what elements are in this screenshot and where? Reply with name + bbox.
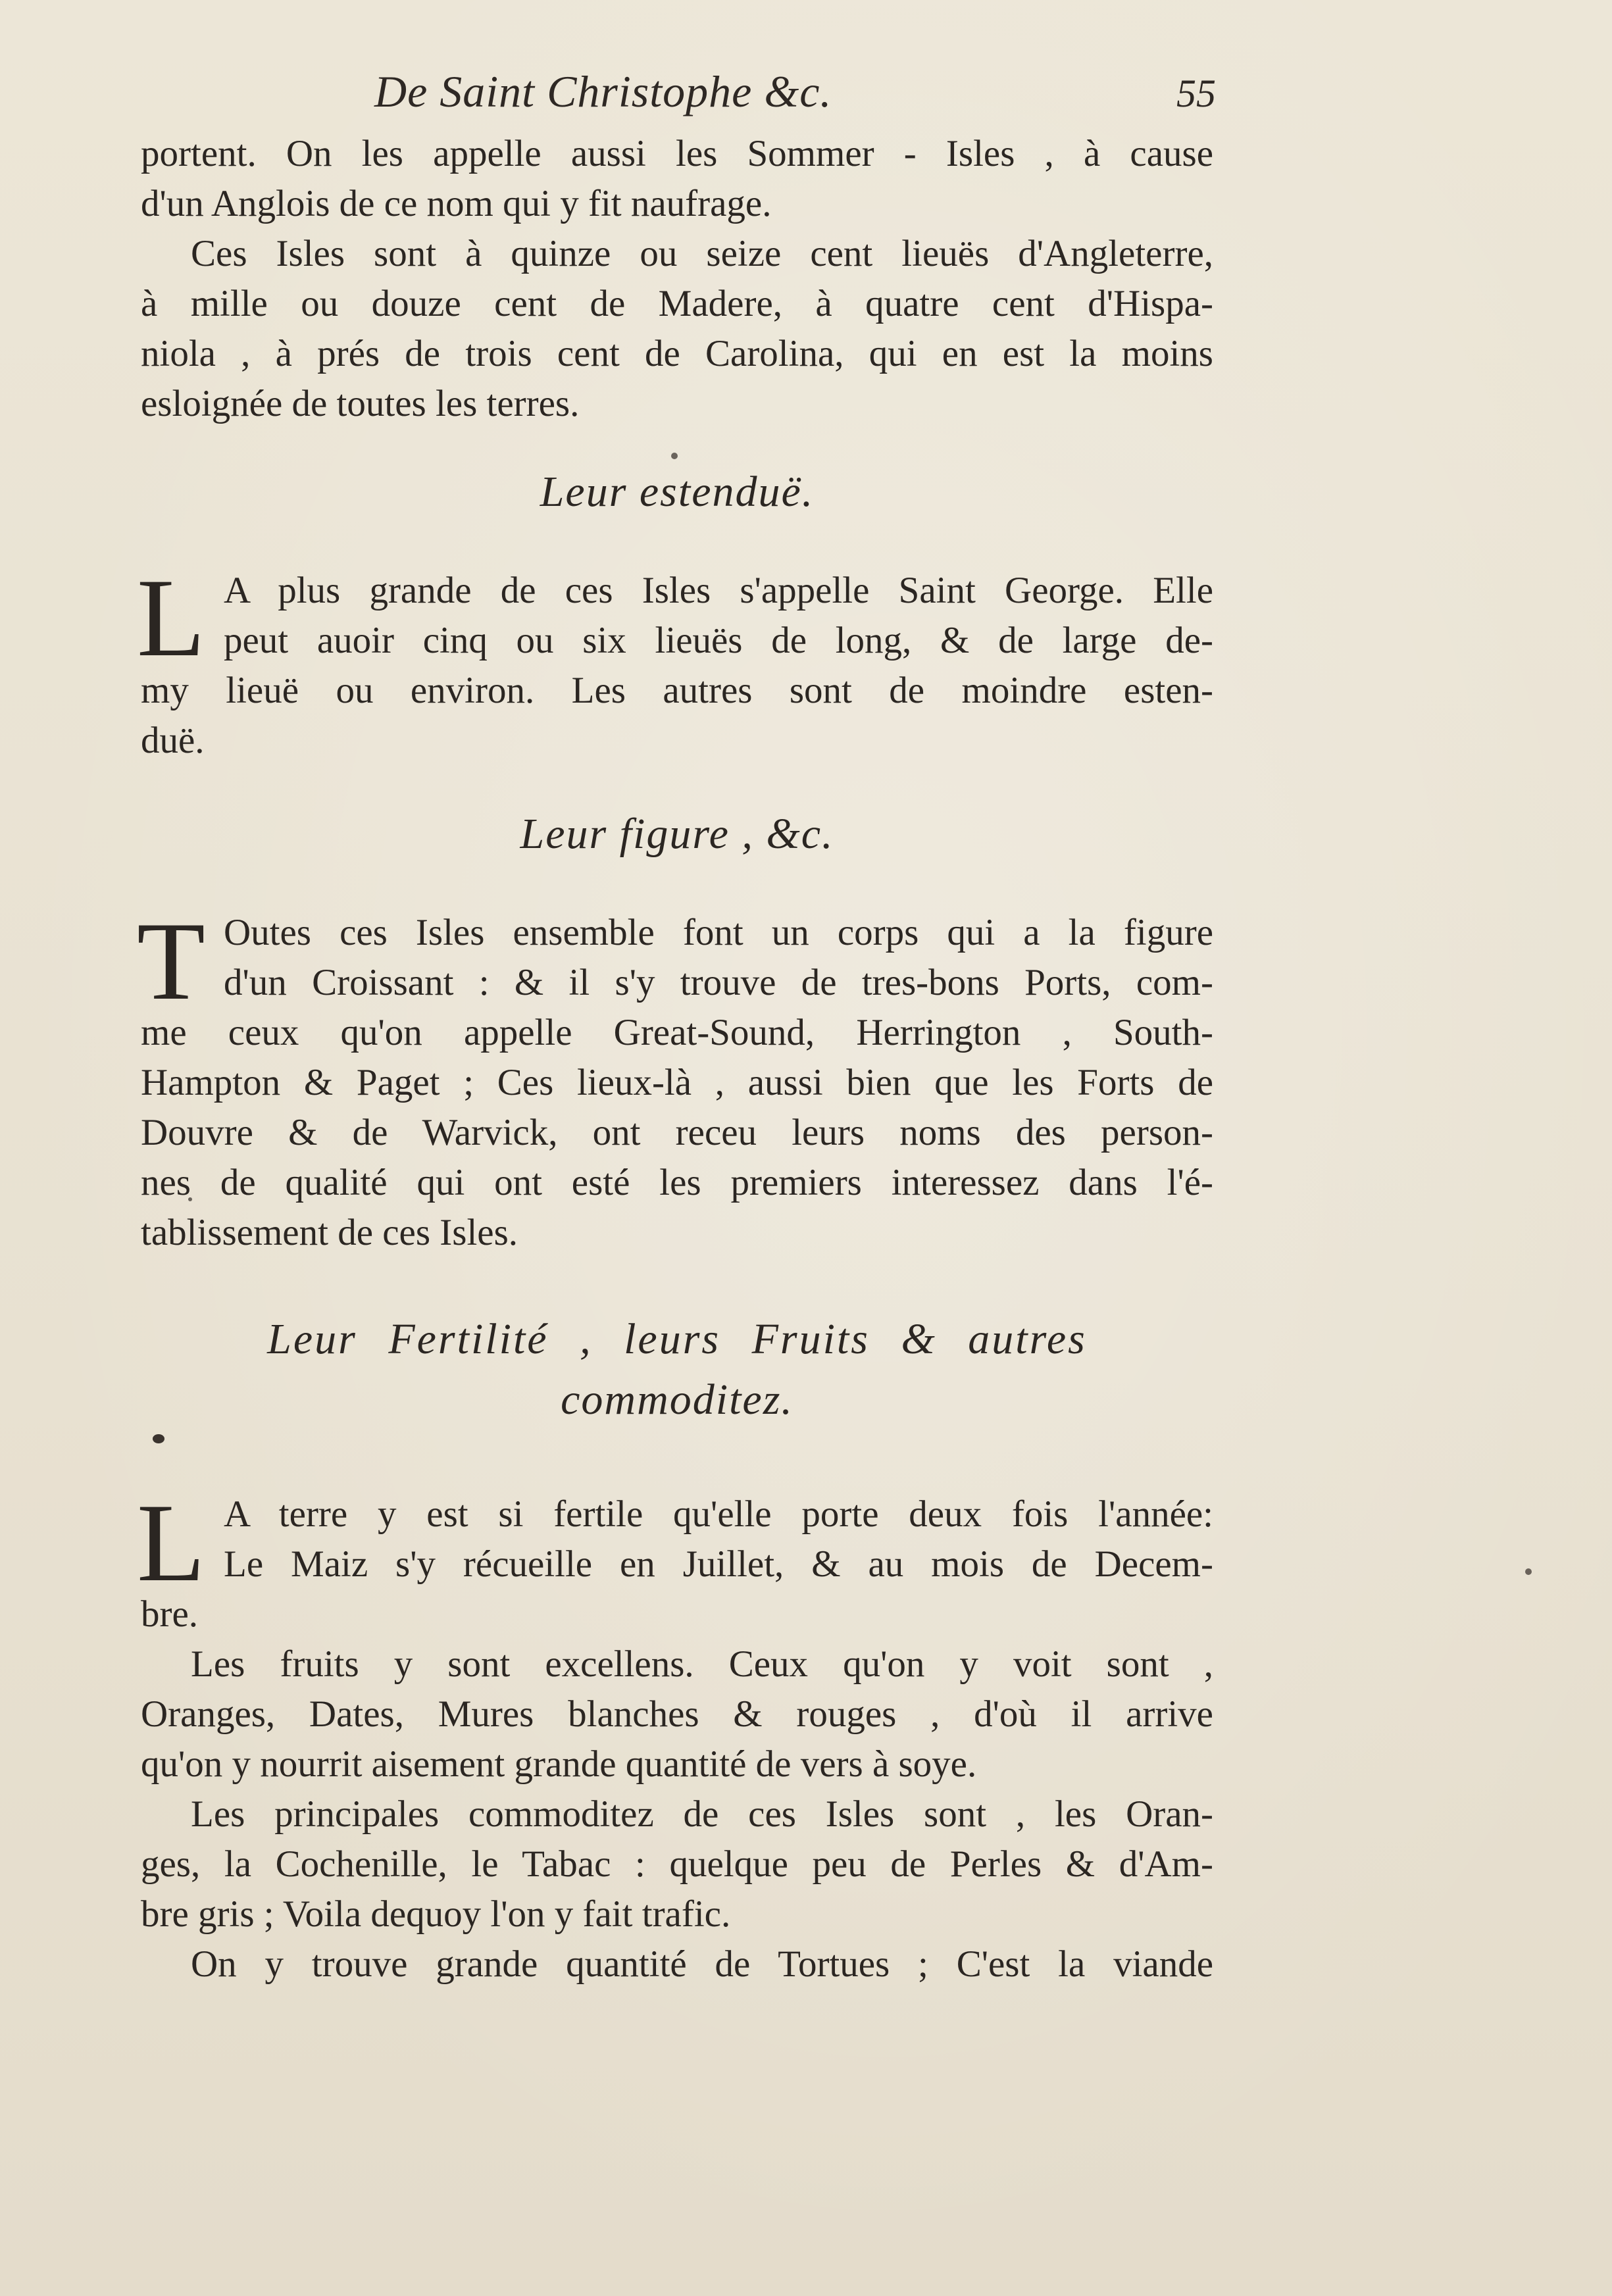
text-line: Les principales commoditez de ces Isles sont , les Oran-: [191, 1793, 1213, 1835]
text-line: Les fruits y sont excellens. Ceux qu'on y voit sont ,: [191, 1643, 1213, 1685]
ink-speck: [1525, 1568, 1532, 1575]
text-line: duë.: [141, 720, 205, 761]
paragraph-5: [137, 1481, 1213, 1639]
paragraph-6: [141, 1639, 1213, 1789]
text-line: Douvre & de Warvick, ont receu leurs noms des person-: [141, 1112, 1213, 1153]
ink-blot: [153, 1434, 164, 1443]
text-line: à mille ou douze cent de Madere, à quatre cent d'Hispa-: [141, 283, 1213, 324]
paragraph-7: [141, 1789, 1213, 1939]
text-line: d'un Anglois de ce nom qui y fit naufrage.: [141, 183, 772, 224]
section-heading-figure: Leur figure , &c.: [520, 810, 834, 858]
text-line: peut auoir cinq ou six lieuës de long, & de large de-: [224, 620, 1213, 661]
drop-cap: T: [137, 899, 205, 1023]
text-line: Le Maiz s'y récueille en Juillet, & au mois de Decem-: [224, 1543, 1213, 1585]
text-line: niola , à prés de trois cent de Carolina, qui en est la moins: [141, 333, 1213, 374]
drop-cap: L: [137, 556, 205, 680]
text-line: A terre y est si fertile qu'elle porte deux fois l'année:: [224, 1493, 1213, 1535]
text-line: A plus grande de ces Isles s'appelle Saint George. Elle: [224, 570, 1213, 611]
text-line: qu'on y nourrit aisement grande quantité de vers à soye.: [141, 1743, 977, 1785]
text-line: On y trouve grande quantité de Tortues ; C'est la viande: [191, 1943, 1213, 1985]
section-heading-extent: Leur estenduë.: [540, 468, 815, 516]
text-line: Hampton & Paget ; Ces lieux-là , aussi bien que les Forts de: [141, 1062, 1213, 1103]
page-number: 55: [1176, 72, 1216, 115]
text-line: bre.: [141, 1593, 199, 1635]
paragraph-4: [137, 899, 1213, 1258]
text-line: tablissement de ces Isles.: [141, 1212, 518, 1253]
section-heading-fertility: Leur Fertilité , leurs Fruits & autres: [267, 1315, 1087, 1363]
text-line: ges, la Cochenille, le Tabac : quelque peu de Perles & d'Am-: [141, 1843, 1213, 1885]
text-line: nes de qualité qui ont esté les premiers interessez dans l'é-: [141, 1162, 1213, 1203]
text-line: Ces Isles sont à quinze ou seize cent lieuës d'Angleterre,: [191, 233, 1213, 274]
paragraph-2: [141, 229, 1213, 429]
text-line: me ceux qu'on appelle Great-Sound, Herrington , South-: [141, 1012, 1213, 1053]
text-line: d'un Croissant : & il s'y trouve de tres-bons Ports, com-: [224, 962, 1213, 1003]
text-line: esloignée de toutes les terres.: [141, 383, 580, 424]
paragraph-8: [141, 1939, 1213, 1989]
drop-cap: L: [137, 1481, 205, 1605]
ink-speck: [671, 453, 678, 459]
running-title: De Saint Christophe &c.: [374, 66, 832, 116]
section-heading-fertility-cont: commoditez.: [561, 1376, 793, 1424]
text-line: my lieuë ou environ. Les autres sont de moindre esten-: [141, 670, 1213, 711]
text-line: Oranges, Dates, Mures blanches & rouges , d'où il arrive: [141, 1693, 1213, 1735]
paragraph-1: [141, 129, 1213, 229]
text-line: portent. On les appelle aussi les Sommer - Isles , à cause: [141, 133, 1213, 174]
text-line: Outes ces Isles ensemble font un corps qui a la figure: [224, 912, 1213, 953]
running-head: [141, 66, 1216, 125]
text-line: bre gris ; Voila dequoy l'on y fait trafic.: [141, 1893, 731, 1935]
paragraph-3: [137, 556, 1213, 766]
